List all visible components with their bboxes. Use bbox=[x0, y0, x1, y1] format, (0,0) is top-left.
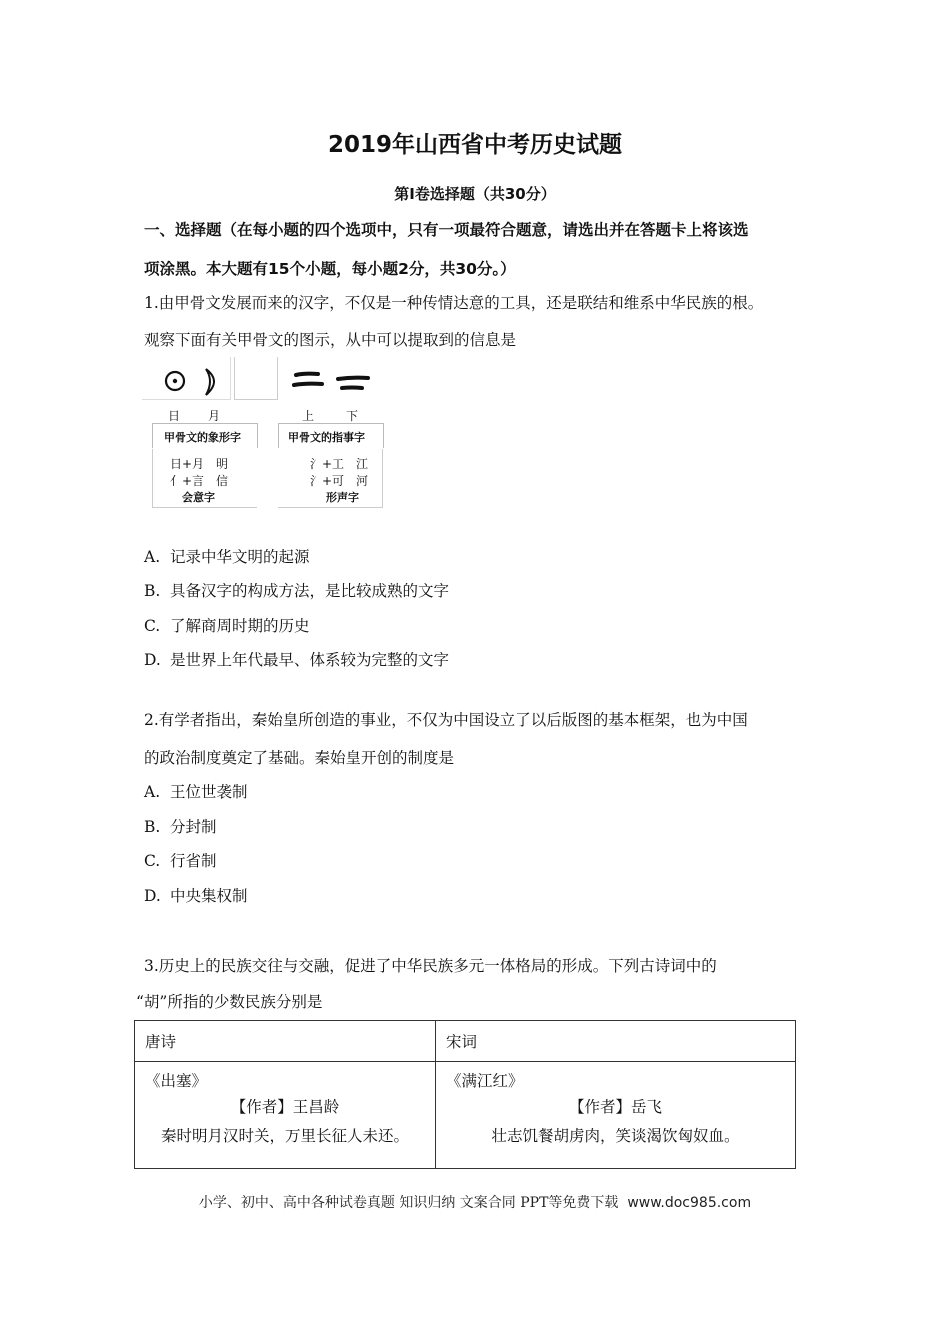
q1-option-d: D. 是世界上年代最早、体系较为完整的文字 bbox=[144, 651, 450, 669]
q2-stem-line1: 2.有学者指出，秦始皇所创造的事业，不仅为中国设立了以后版图的基本框架，也为中国 bbox=[144, 711, 748, 729]
sun-label: 日 bbox=[168, 409, 181, 423]
q2-stem-line2: 的政治制度奠定了基础。秦始皇开创的制度是 bbox=[144, 749, 455, 767]
q2-option-b: B. 分封制 bbox=[144, 818, 217, 836]
sun-moon-glyphs-icon bbox=[160, 367, 230, 397]
tang-poem-title: 《出塞》 bbox=[145, 1072, 208, 1090]
footer-link[interactable]: www.doc985.com bbox=[627, 1195, 752, 1211]
section-subtitle: 第Ⅰ卷选择题（共30分） bbox=[394, 185, 556, 203]
up-down-glyphs-icon bbox=[290, 367, 375, 397]
q3-stem-line2: “胡”所指的少数民族分别是 bbox=[136, 993, 323, 1011]
footer bbox=[0, 1192, 950, 1212]
q2-option-a: A. 王位世袭制 bbox=[144, 783, 248, 801]
page-title: 2019年山西省中考历史试题 bbox=[327, 132, 622, 158]
song-poem-author: 【作者】岳飞 bbox=[568, 1098, 662, 1116]
song-poem-title: 《满江红》 bbox=[446, 1072, 524, 1090]
q1-stem-line1: 1.由甲骨文发展而来的汉字，不仅是一种传情达意的工具，还是联结和维系中华民族的根。 bbox=[144, 294, 764, 312]
moon-label: 月 bbox=[208, 409, 221, 423]
up-label: 上 bbox=[302, 409, 315, 423]
ideogram-label: 会意字 bbox=[182, 491, 215, 504]
ideogram-example-2: 亻+言 信 bbox=[170, 474, 229, 488]
table-row bbox=[135, 1021, 796, 1062]
ideogram-example-1: 日+月 明 bbox=[170, 457, 229, 471]
pictograph-label: 甲骨文的象形字 bbox=[164, 431, 241, 444]
q1-stem-line2: 观察下面有关甲骨文的图示，从中可以提取到的信息是 bbox=[144, 331, 517, 349]
table-row bbox=[135, 1062, 796, 1169]
phono-example-2: 氵+可 河 bbox=[310, 474, 369, 488]
oracle-bone-figure bbox=[142, 357, 392, 515]
song-poem-cell bbox=[436, 1062, 796, 1169]
tang-poem-author: 【作者】王昌龄 bbox=[230, 1098, 340, 1116]
indicative-label: 甲骨文的指事字 bbox=[288, 431, 365, 444]
phono-label: 形声字 bbox=[326, 491, 359, 504]
footer-text: 小学、初中、高中各种试卷真题 知识归纳 文案合同 PPT等免费下载 bbox=[198, 1195, 619, 1211]
tang-poem-verse: 秦时明月汉时关，万里长征人未还。 bbox=[160, 1127, 409, 1145]
section-instructions-line1: 一、选择题（在每小题的四个选项中，只有一项最符合题意，请选出并在答题卡上将该选 bbox=[144, 221, 749, 239]
down-label: 下 bbox=[346, 409, 359, 423]
song-poem-verse: 壮志饥餐胡虏肉，笑谈渴饮匈奴血。 bbox=[491, 1127, 740, 1145]
q2-option-c: C. 行省制 bbox=[144, 852, 217, 870]
q3-stem-line1: 3.历史上的民族交往与交融，促进了中华民族多元一体格局的形成。下列古诗词中的 bbox=[144, 957, 717, 975]
table-header-tang: 唐诗 bbox=[135, 1021, 436, 1062]
poem-table bbox=[134, 1020, 796, 1169]
phono-example-1: 氵+工 江 bbox=[310, 457, 369, 471]
table-header-song: 宋词 bbox=[436, 1021, 796, 1062]
q1-option-a: A. 记录中华文明的起源 bbox=[144, 548, 310, 566]
tang-poem-cell bbox=[135, 1062, 436, 1169]
q2-option-d: D. 中央集权制 bbox=[144, 887, 248, 905]
q1-option-c: C. 了解商周时期的历史 bbox=[144, 617, 310, 635]
q1-option-b: B. 具备汉字的构成方法，是比较成熟的文字 bbox=[144, 582, 450, 600]
section-instructions-line2: 项涂黑。本大题有15个小题，每小题2分，共30分。） bbox=[144, 260, 516, 278]
